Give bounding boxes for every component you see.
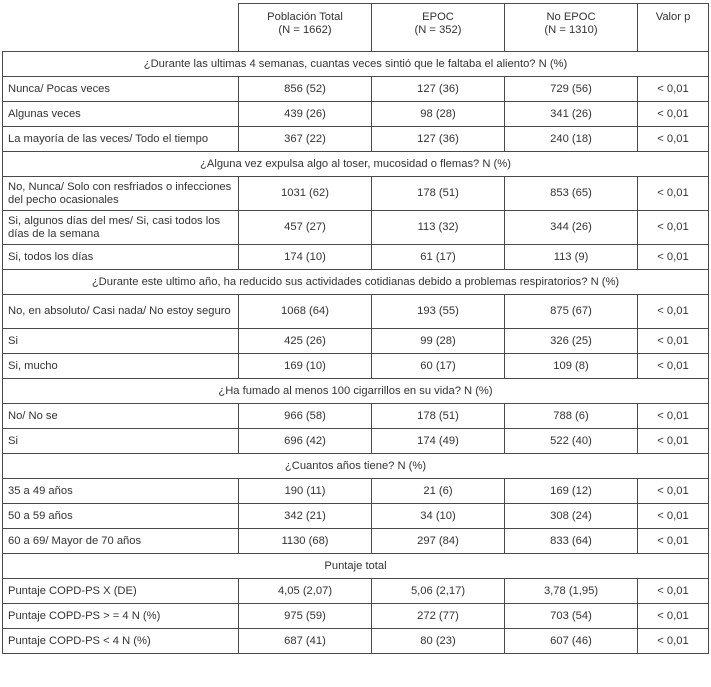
row-label: Algunas veces	[3, 102, 239, 127]
section-title: ¿Alguna vez expulsa algo al toser, mucosidad o flemas? N (%)	[3, 152, 709, 177]
cell-epoc: 272 (77)	[372, 604, 505, 629]
table-row	[3, 329, 709, 354]
cell-no-epoc: 607 (46)	[505, 629, 638, 654]
cell-p-value: < 0,01	[638, 102, 709, 127]
cell-no-epoc: 522 (40)	[505, 429, 638, 454]
row-label: No, Nunca/ Solo con resfriados o infecciones del pecho ocasionales	[3, 177, 239, 211]
section-title: ¿Durante las ultimas 4 semanas, cuantas veces sintió que le faltaba el aliento? N (%)	[3, 52, 709, 77]
header-valor-p: Valor p	[638, 4, 709, 52]
row-label: Si, mucho	[3, 354, 239, 379]
cell-no-epoc: 853 (65)	[505, 177, 638, 211]
cell-no-epoc: 308 (24)	[505, 504, 638, 529]
cell-total: 856 (52)	[239, 77, 372, 102]
table-row	[3, 295, 709, 329]
table-row	[3, 404, 709, 429]
cell-total: 342 (21)	[239, 504, 372, 529]
cell-no-epoc: 788 (6)	[505, 404, 638, 429]
header-epoc: EPOC (N = 352)	[372, 4, 505, 52]
cell-p-value: < 0,01	[638, 245, 709, 270]
table-row	[3, 429, 709, 454]
cell-total: 457 (27)	[239, 211, 372, 245]
cell-p-value: < 0,01	[638, 295, 709, 329]
cell-total: 439 (26)	[239, 102, 372, 127]
cell-total: 696 (42)	[239, 429, 372, 454]
cell-p-value: < 0,01	[638, 504, 709, 529]
cell-no-epoc: 833 (64)	[505, 529, 638, 554]
cell-p-value: < 0,01	[638, 354, 709, 379]
cell-total: 425 (26)	[239, 329, 372, 354]
row-label: Si	[3, 429, 239, 454]
cell-epoc: 178 (51)	[372, 177, 505, 211]
row-label: No, en absoluto/ Casi nada/ No estoy seguro	[3, 295, 239, 329]
section-header	[3, 152, 709, 177]
row-label: No/ No se	[3, 404, 239, 429]
cell-epoc: 80 (23)	[372, 629, 505, 654]
cell-total: 1068 (64)	[239, 295, 372, 329]
cell-epoc: 174 (49)	[372, 429, 505, 454]
cell-p-value: < 0,01	[638, 211, 709, 245]
row-label: Si	[3, 329, 239, 354]
cell-no-epoc: 326 (25)	[505, 329, 638, 354]
cell-total: 687 (41)	[239, 629, 372, 654]
cell-total: 367 (22)	[239, 127, 372, 152]
header-no-epoc: No EPOC (N = 1310)	[505, 4, 638, 52]
table-row	[3, 211, 709, 245]
cell-p-value: < 0,01	[638, 77, 709, 102]
table-row	[3, 77, 709, 102]
cell-total: 966 (58)	[239, 404, 372, 429]
section-header	[3, 554, 709, 579]
section-header	[3, 379, 709, 404]
cell-total: 174 (10)	[239, 245, 372, 270]
section-header	[3, 454, 709, 479]
cell-no-epoc: 344 (26)	[505, 211, 638, 245]
cell-epoc: 297 (84)	[372, 529, 505, 554]
cell-no-epoc: 729 (56)	[505, 77, 638, 102]
section-title: ¿Durante este ultimo año, ha reducido sus actividades cotidianas debido a problemas respiratorios? N (%)	[3, 270, 709, 295]
cell-epoc: 178 (51)	[372, 404, 505, 429]
header-poblacion-total: Población Total (N = 1662)	[239, 4, 372, 52]
cell-no-epoc: 109 (8)	[505, 354, 638, 379]
table-row	[3, 629, 709, 654]
table-row	[3, 479, 709, 504]
table-row	[3, 102, 709, 127]
cell-epoc: 61 (17)	[372, 245, 505, 270]
cell-no-epoc: 703 (54)	[505, 604, 638, 629]
row-label: Puntaje COPD-PS > = 4 N (%)	[3, 604, 239, 629]
section-header	[3, 52, 709, 77]
cell-epoc: 5,06 (2,17)	[372, 579, 505, 604]
cell-p-value: < 0,01	[638, 529, 709, 554]
cell-epoc: 113 (32)	[372, 211, 505, 245]
row-label: Puntaje COPD-PS < 4 N (%)	[3, 629, 239, 654]
row-label: La mayoría de las veces/ Todo el tiempo	[3, 127, 239, 152]
cell-total: 1130 (68)	[239, 529, 372, 554]
cell-total: 169 (10)	[239, 354, 372, 379]
table-row	[3, 529, 709, 554]
cell-no-epoc: 875 (67)	[505, 295, 638, 329]
cell-total: 4,05 (2,07)	[239, 579, 372, 604]
cell-p-value: < 0,01	[638, 127, 709, 152]
cell-epoc: 127 (36)	[372, 77, 505, 102]
table-row	[3, 245, 709, 270]
table-row	[3, 127, 709, 152]
table-row	[3, 354, 709, 379]
cell-p-value: < 0,01	[638, 177, 709, 211]
header-row	[3, 4, 709, 52]
cell-epoc: 99 (28)	[372, 329, 505, 354]
header-blank	[3, 4, 239, 52]
section-title: ¿Ha fumado al menos 100 cigarrillos en su vida? N (%)	[3, 379, 709, 404]
row-label: Nunca/ Pocas veces	[3, 77, 239, 102]
row-label: Puntaje COPD-PS X (DE)	[3, 579, 239, 604]
cell-epoc: 193 (55)	[372, 295, 505, 329]
cell-no-epoc: 113 (9)	[505, 245, 638, 270]
section-header	[3, 270, 709, 295]
copd-results-table	[2, 3, 709, 654]
row-label: Si, todos los días	[3, 245, 239, 270]
section-title: Puntaje total	[3, 554, 709, 579]
cell-p-value: < 0,01	[638, 329, 709, 354]
cell-no-epoc: 3,78 (1,95)	[505, 579, 638, 604]
cell-no-epoc: 169 (12)	[505, 479, 638, 504]
cell-epoc: 21 (6)	[372, 479, 505, 504]
cell-p-value: < 0,01	[638, 604, 709, 629]
cell-p-value: < 0,01	[638, 479, 709, 504]
cell-p-value: < 0,01	[638, 404, 709, 429]
cell-epoc: 60 (17)	[372, 354, 505, 379]
cell-epoc: 127 (36)	[372, 127, 505, 152]
cell-p-value: < 0,01	[638, 429, 709, 454]
cell-epoc: 98 (28)	[372, 102, 505, 127]
cell-no-epoc: 341 (26)	[505, 102, 638, 127]
cell-total: 975 (59)	[239, 604, 372, 629]
cell-total: 190 (11)	[239, 479, 372, 504]
cell-p-value: < 0,01	[638, 629, 709, 654]
row-label: Si, algunos días del mes/ Si, casi todos los días de la semana	[3, 211, 239, 245]
row-label: 50 a 59 años	[3, 504, 239, 529]
table-row	[3, 504, 709, 529]
cell-epoc: 34 (10)	[372, 504, 505, 529]
table-row	[3, 604, 709, 629]
table-row	[3, 177, 709, 211]
cell-no-epoc: 240 (18)	[505, 127, 638, 152]
table-row	[3, 579, 709, 604]
cell-total: 1031 (62)	[239, 177, 372, 211]
section-title: ¿Cuantos años tiene? N (%)	[3, 454, 709, 479]
row-label: 35 a 49 años	[3, 479, 239, 504]
row-label: 60 a 69/ Mayor de 70 años	[3, 529, 239, 554]
cell-p-value: < 0,01	[638, 579, 709, 604]
